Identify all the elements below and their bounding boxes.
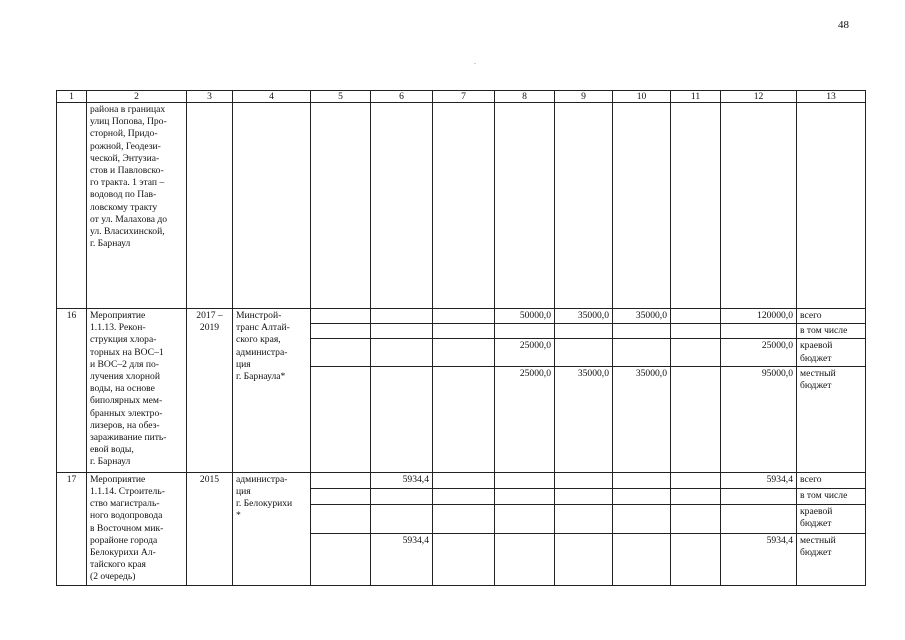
value-cell: 25000,0: [495, 366, 555, 472]
col-header: 1: [57, 91, 87, 103]
value-cell: 120000,0: [721, 309, 797, 324]
program-table: [56, 90, 866, 586]
row-number: 17: [57, 472, 87, 585]
executor-cell: Минстрой- транс Алтай- ского края, администра- ция г. Барнаула*: [233, 309, 311, 473]
col-header: 5: [311, 91, 371, 103]
value-cell: 35000,0: [555, 309, 613, 324]
period-cell: 2017 – 2019: [187, 309, 233, 473]
page-number: 48: [838, 19, 849, 31]
source-label: местный бюджет: [797, 533, 866, 585]
measure-description: района в границах улиц Попова, Про- сторной, Придо- рожной, Геодези- ческой, Энтузиа- стов и Павловско- го тракта. 1 этап – водовод по Пав- ловскому тракту от ул. Малахова до ул. Власихинской, г. Барнаул: [87, 103, 187, 309]
value-cell: 35000,0: [613, 366, 671, 472]
source-label: местный бюджет: [797, 366, 866, 472]
col-header: 11: [671, 91, 721, 103]
col-header: 9: [555, 91, 613, 103]
col-header: 3: [187, 91, 233, 103]
value-cell: 25000,0: [495, 339, 555, 366]
value-cell: 50000,0: [495, 309, 555, 324]
table-row: [57, 309, 866, 324]
source-label: всего: [797, 472, 866, 488]
executor-cell: администра- ция г. Белокурихи *: [233, 472, 311, 585]
header-row: [57, 91, 866, 103]
col-header: 12: [721, 91, 797, 103]
value-cell: 5934,4: [371, 533, 433, 585]
source-label: всего: [797, 309, 866, 324]
table-row: [57, 472, 866, 488]
table-row: [57, 103, 866, 309]
measure-description: Мероприятие 1.1.14. Строитель- ство магистраль- ного водопровода в Восточном мик- рорайоне города Белокурихи Ал- тайского края (2 очередь): [87, 472, 187, 585]
period-cell: 2015: [187, 472, 233, 585]
col-header: 13: [797, 91, 866, 103]
source-label: в том числе: [797, 488, 866, 504]
source-label: краевой бюджет: [797, 504, 866, 533]
row-number: 16: [57, 309, 87, 473]
stray-mark: .: [474, 57, 476, 66]
col-header: 2: [87, 91, 187, 103]
col-header: 8: [495, 91, 555, 103]
col-header: 7: [433, 91, 495, 103]
value-cell: 5934,4: [721, 472, 797, 488]
col-header: 6: [371, 91, 433, 103]
value-cell: 35000,0: [555, 366, 613, 472]
source-label: краевой бюджет: [797, 339, 866, 366]
value-cell: 95000,0: [721, 366, 797, 472]
value-cell: 5934,4: [371, 472, 433, 488]
value-cell: 5934,4: [721, 533, 797, 585]
col-header: 4: [233, 91, 311, 103]
value-cell: 35000,0: [613, 309, 671, 324]
source-label: в том числе: [797, 324, 866, 339]
measure-description: Мероприятие 1.1.13. Рекон- струкция хлора- торных на ВОС–1 и ВОС–2 для по- лучения хлорной воды, на основе биполярных мем- бранных электро- лизеров, на обез- зараживание пить- евой воды, г. Барнаул: [87, 309, 187, 473]
col-header: 10: [613, 91, 671, 103]
value-cell: 25000,0: [721, 339, 797, 366]
